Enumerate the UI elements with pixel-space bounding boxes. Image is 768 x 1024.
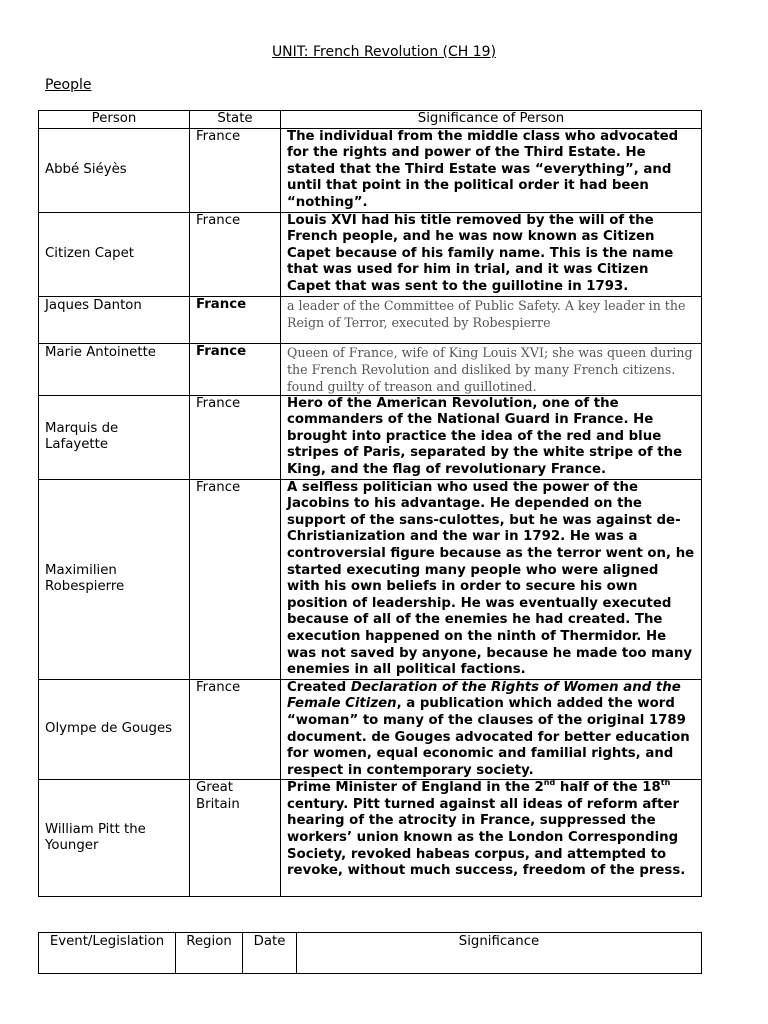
person-name: Maximilien Robespierre	[39, 479, 190, 679]
person-significance: The individual from the middle class who advocated for the rights and power of the Third Estate. He stated that the Third Estate was “everything”, and until that point in the political order it had been “nothing”.	[281, 128, 702, 212]
section-heading-people: People	[45, 77, 92, 93]
table-header-row	[39, 933, 702, 974]
header-state: State	[190, 111, 281, 129]
sig-text: century. Pitt turned against all ideas of reform after hearing of the atrocity in France, suppressed the workers’ union known as the London Corresponding Society, revoked habeas corpus, and attempted to revoke, without much success, freedom of the press.	[287, 796, 686, 879]
superscript: th	[660, 778, 671, 788]
header-event: Event/Legislation	[39, 933, 176, 974]
person-state: France	[190, 296, 281, 343]
table-row	[39, 212, 702, 296]
sig-text: Created	[287, 679, 351, 695]
person-name: Marie Antoinette	[39, 343, 190, 395]
person-name: Citizen Capet	[39, 212, 190, 296]
table-row	[39, 479, 702, 679]
person-name: Marquis de Lafayette	[39, 395, 190, 479]
person-significance	[281, 679, 702, 780]
header-region: Region	[176, 933, 243, 974]
table-header-row	[39, 111, 702, 129]
person-significance: Queen of France, wife of King Louis XVI; she was queen during the French Revolution and disliked by many French citizens. found guilty of treason and guillotined.	[281, 343, 702, 395]
header-person: Person	[39, 111, 190, 129]
person-significance: Hero of the American Revolution, one of the commanders of the National Guard in France. He brought into practice the idea of the red and blue stripes of Paris, separated by the white stripe of the King, and the flag of revolutionary France.	[281, 395, 702, 479]
person-significance: Louis XVI had his title removed by the will of the French people, and he was now known as Citizen Capet because of his family name. This is the name that was used for him in trial, and it was Citizen Capet that was sent to the guillotine in 1793.	[281, 212, 702, 296]
header-significance: Significance	[297, 933, 702, 974]
person-name: Olympe de Gouges	[39, 679, 190, 780]
table-row	[39, 395, 702, 479]
person-name: William Pitt the Younger	[39, 780, 190, 897]
person-state: France	[190, 128, 281, 212]
sig-text: , a publication which added the word “woman” to many of the clauses of the original 1789 document. de Gouges advocated for better education for women, equal economic and familial rights, and respect in contemporary society.	[287, 696, 690, 778]
header-significance: Significance of Person	[281, 111, 702, 129]
table-row	[39, 296, 702, 343]
person-significance: a leader of the Committee of Public Safety. A key leader in the Reign of Terror, executed by Robespierre	[281, 296, 702, 343]
table-row	[39, 780, 702, 897]
person-name: Jaques Danton	[39, 296, 190, 343]
person-significance	[281, 780, 702, 897]
table-row	[39, 128, 702, 212]
table-row	[39, 343, 702, 395]
person-state: France	[190, 479, 281, 679]
person-state: France	[190, 212, 281, 296]
sig-text: half of the 18	[555, 780, 661, 796]
events-table	[38, 932, 702, 974]
page-title: UNIT: French Revolution (CH 19)	[271, 44, 497, 60]
superscript: nd	[543, 778, 556, 788]
header-date: Date	[243, 933, 297, 974]
person-state: Great Britain	[190, 780, 281, 897]
people-table	[38, 110, 702, 897]
declaration-title: Declaration of the Rights of Women and the Female Citizen	[287, 679, 681, 712]
person-state: France	[190, 679, 281, 780]
person-significance: A selfless politician who used the power of the Jacobins to his advantage. He depended on the support of the sans-culottes, but he was against de-Christianization and the war in 1792. He was a controversial figure because as the terror went on, he started executing many people who were aligned with his own beliefs in order to secure his own position of leadership. He was eventually executed because of all of the enemies he had created. The execution happened on the ninth of Thermidor. He was not saved by anyone, because he made too many enemies in all political factions.	[281, 479, 702, 679]
person-name: Abbé Siéyès	[39, 128, 190, 212]
sig-text: Prime Minister of England in the 2	[287, 780, 544, 796]
table-row	[39, 679, 702, 780]
person-state: France	[190, 395, 281, 479]
person-state: France	[190, 343, 281, 395]
